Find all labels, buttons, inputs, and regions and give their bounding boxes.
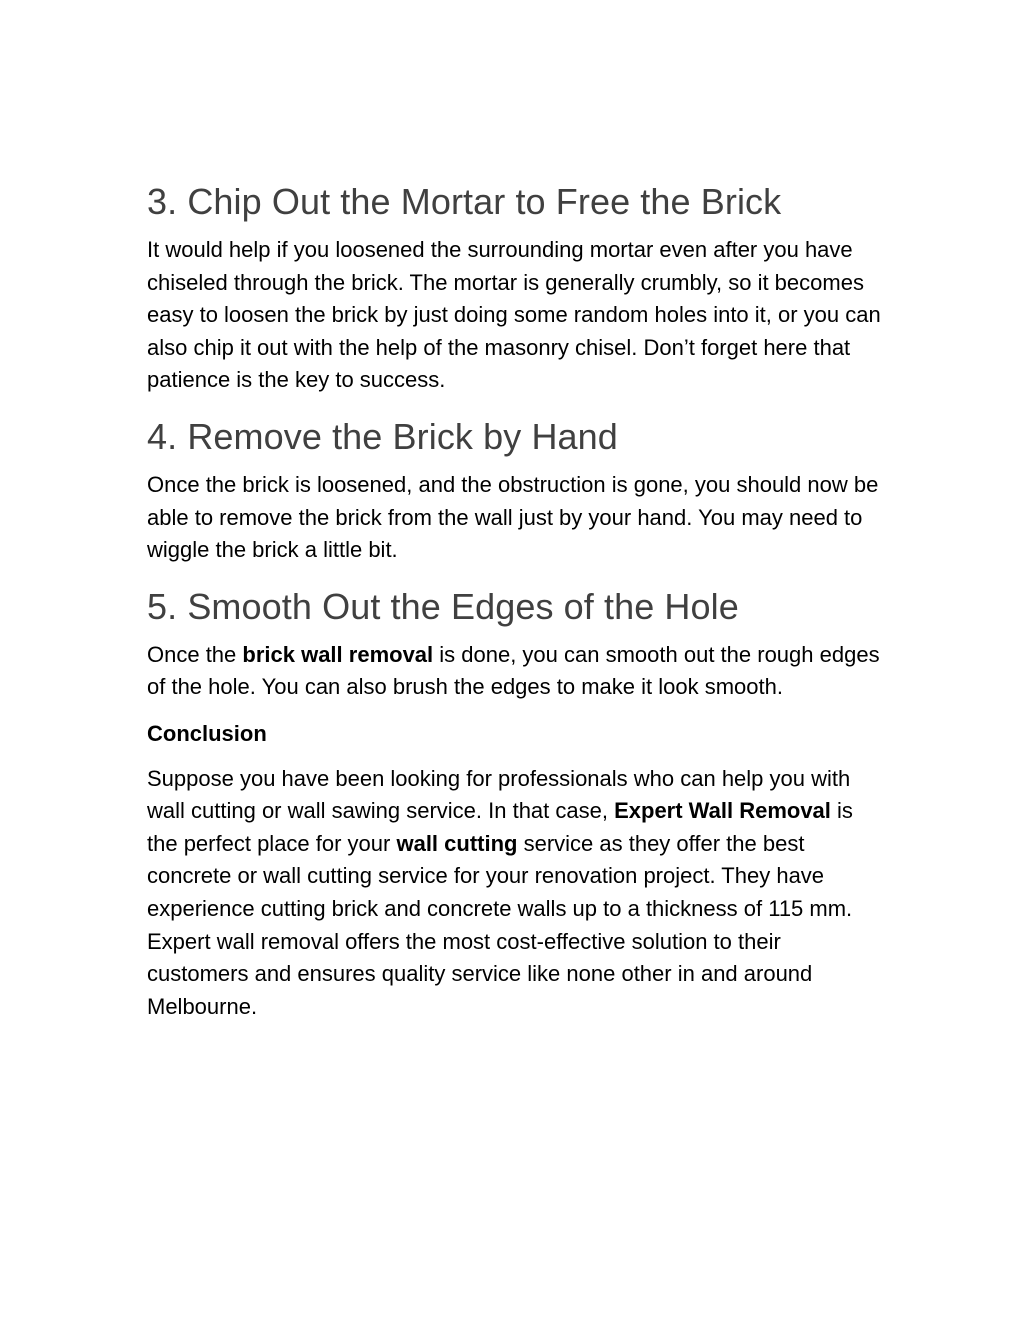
paragraph-text: is the perfect place for your bbox=[147, 798, 853, 856]
paragraph-text: is done, you can smooth out the rough edges of the hole. You can also brush the edges to make it look smooth. bbox=[147, 641, 880, 700]
section-paragraph bbox=[147, 639, 887, 704]
bold-keyword: Expert Wall Removal bbox=[614, 798, 831, 824]
bold-keyword: wall cutting bbox=[396, 830, 518, 856]
section-remove-brick bbox=[147, 411, 887, 567]
section-paragraph: It would help if you loosened the surrounding mortar even after you have chiseled through the brick. The mortar is generally crumbly, so it becomes easy to loosen the brick by just doing some random holes into it, or you can also chip it out with the help of the masonry chisel. Don’t forget here that patience is the key to success. bbox=[147, 237, 881, 393]
section-heading: 4. Remove the Brick by Hand bbox=[147, 415, 618, 457]
paragraph-text: Once the bbox=[147, 641, 243, 667]
section-conclusion bbox=[147, 718, 887, 1023]
conclusion-paragraph bbox=[147, 763, 887, 1024]
document-page bbox=[147, 176, 887, 1037]
section-heading: 5. Smooth Out the Edges of the Hole bbox=[147, 585, 739, 627]
bold-keyword: brick wall removal bbox=[242, 641, 434, 667]
section-paragraph: Once the brick is loosened, and the obstruction is gone, you should now be able to remove the brick from the wall just by your hand. You may need to wiggle the brick a little bit. bbox=[147, 471, 879, 563]
section-chip-out-mortar bbox=[147, 176, 887, 397]
section-heading: 3. Chip Out the Mortar to Free the Brick bbox=[147, 181, 782, 222]
paragraph-text: service as they offer the best concrete or wall cutting service for your renovation project. They have experience cutting brick and concrete walls up to a thickness of 115 mm. Expert wall removal offers the most cost-effective solution to their customers and ensures quality service like none other in and around Melbourne. bbox=[147, 830, 853, 1019]
section-smooth-edges bbox=[147, 581, 887, 704]
paragraph-text: Suppose you have been looking for professionals who can help you with wall cutting or wall sawing service. In that case, bbox=[147, 765, 851, 824]
conclusion-heading: Conclusion bbox=[147, 720, 267, 746]
